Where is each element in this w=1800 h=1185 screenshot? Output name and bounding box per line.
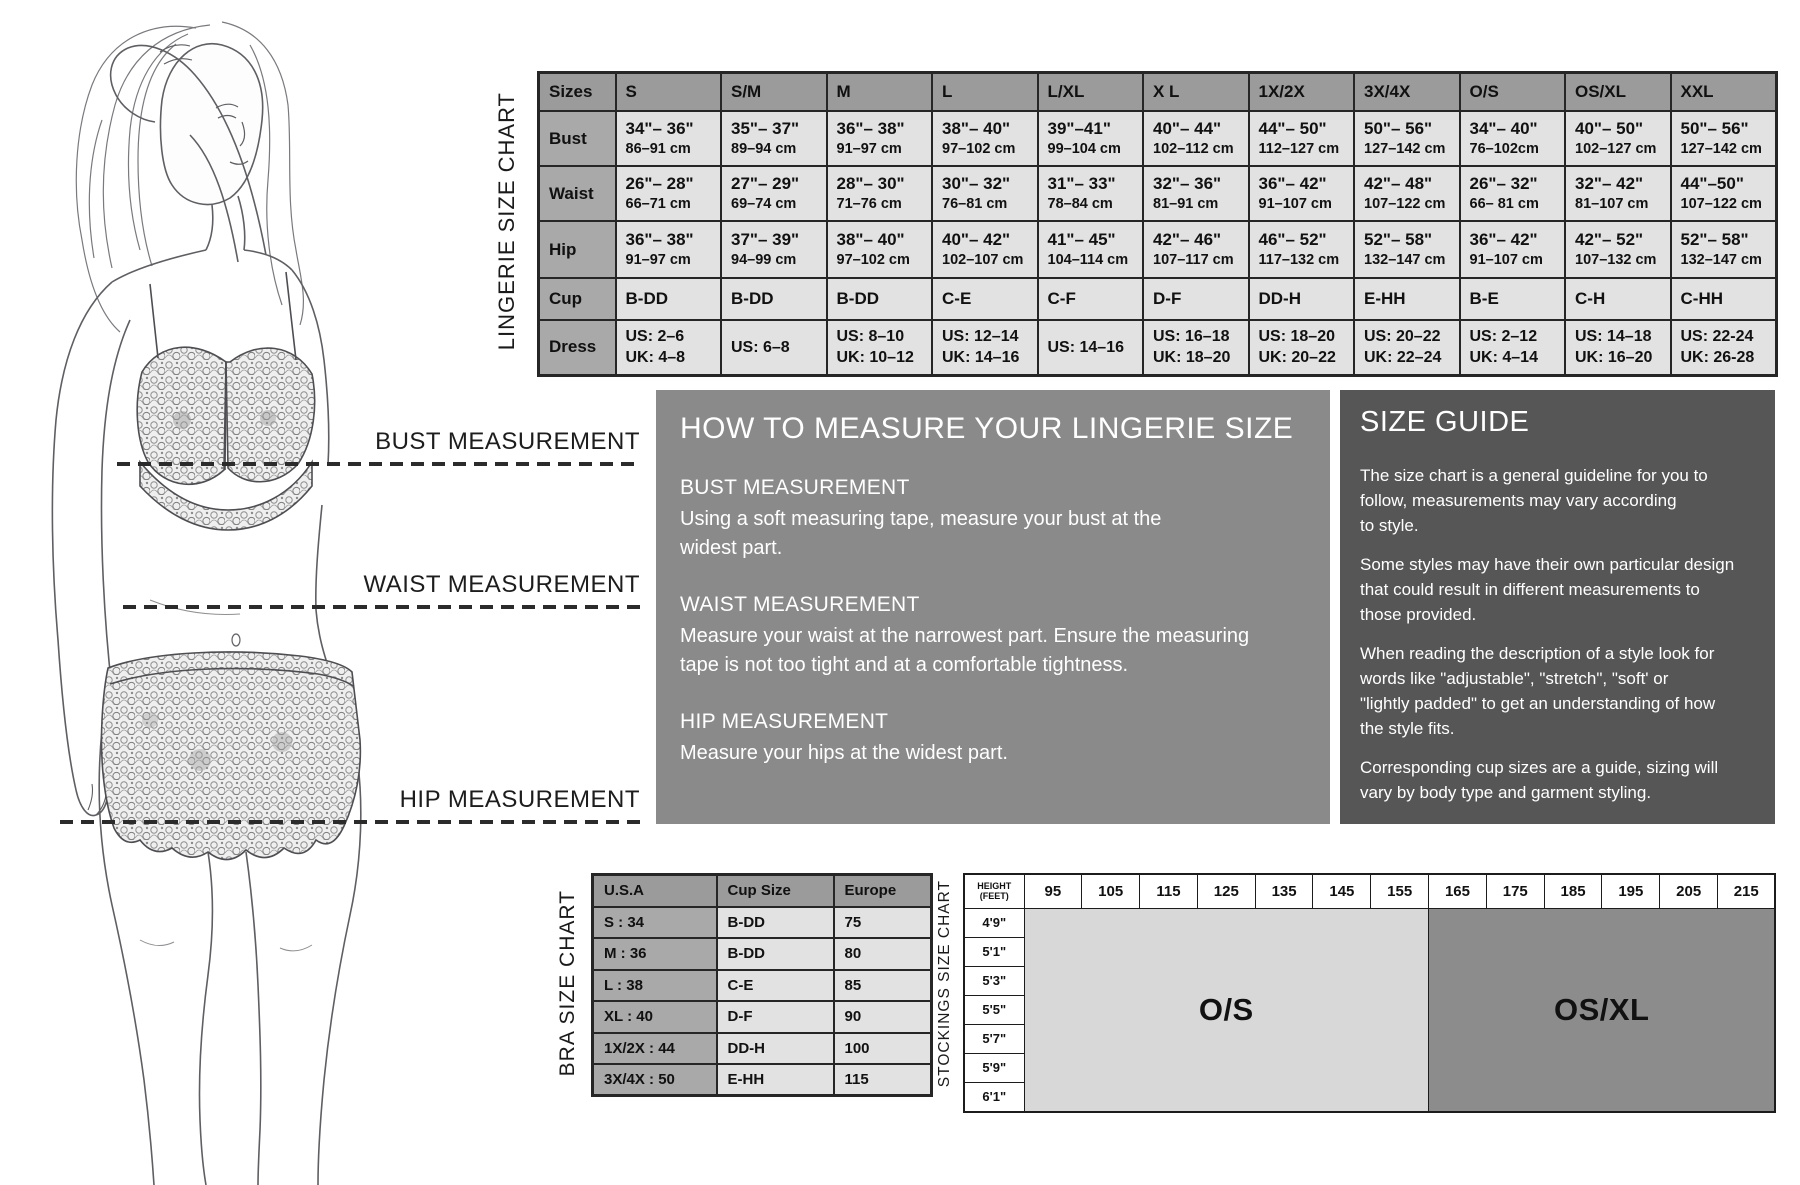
lingerie-size-header: O/S <box>1460 73 1566 112</box>
stockings-height-label: 5'3" <box>964 966 1024 995</box>
bra-table-cell: 90 <box>834 1001 932 1033</box>
lingerie-cell-cup: B-E <box>1460 278 1566 320</box>
lingerie-size-header: 3X/4X <box>1354 73 1460 112</box>
size-guide-panel <box>1340 390 1775 824</box>
lingerie-cell-waist: 31"– 33" 78–84 cm <box>1038 166 1144 221</box>
lingerie-cell-cup: DD-H <box>1249 278 1355 320</box>
bra-size-chart-side-label: BRA SIZE CHART <box>556 890 579 1077</box>
stockings-weight-header: 135 <box>1255 874 1313 908</box>
lingerie-size-header: L/XL <box>1038 73 1144 112</box>
stockings-height-label: 5'7" <box>964 1024 1024 1053</box>
lingerie-cell-bust: 50"– 56" 127–142 cm <box>1671 111 1777 166</box>
stockings-weight-header: 175 <box>1486 874 1544 908</box>
lingerie-cell-cup: C-F <box>1038 278 1144 320</box>
lingerie-cell-waist: 32"– 42" 81–107 cm <box>1565 166 1671 221</box>
lingerie-cell-cup: B-DD <box>827 278 933 320</box>
howto-section-body: Measure your waist at the narrowest part. Ensure the measuring tape is not too tight and at a comfortable tightness. <box>680 625 1250 676</box>
lingerie-cell-waist: 44"–50" 107–122 cm <box>1671 166 1777 221</box>
lingerie-cell-dress: US: 6–8 <box>721 320 827 375</box>
lingerie-size-header: M <box>827 73 933 112</box>
lingerie-cell-hip: 36"– 38" 91–97 cm <box>616 221 722 278</box>
bra-table-cell: 115 <box>834 1064 932 1096</box>
stockings-height-label: 4'9" <box>964 908 1024 937</box>
stockings-weight-header: 205 <box>1660 874 1718 908</box>
bra-table-cell: C-E <box>717 970 834 1002</box>
lingerie-cell-dress: US: 14–16 <box>1038 320 1144 375</box>
lingerie-row-label: Bust <box>539 111 616 166</box>
stockings-weight-header: 95 <box>1024 874 1082 908</box>
lingerie-cell-hip: 52"– 58" 132–147 cm <box>1671 221 1777 278</box>
bra-table-header: U.S.A <box>593 875 717 907</box>
bra-table-cell: M : 36 <box>593 938 717 970</box>
stockings-weight-header: 155 <box>1371 874 1429 908</box>
lingerie-cell-dress: US: 22-24 UK: 26-28 <box>1671 320 1777 375</box>
lingerie-cell-hip: 42"– 52" 107–132 cm <box>1565 221 1671 278</box>
stockings-weight-header: 185 <box>1544 874 1602 908</box>
bra-table-header: Cup Size <box>717 875 834 907</box>
lingerie-cell-cup: C-HH <box>1671 278 1777 320</box>
lingerie-cell-bust: 39"–41" 99–104 cm <box>1038 111 1144 166</box>
lace-shorts <box>102 652 361 860</box>
bra-table-cell: 1X/2X : 44 <box>593 1033 717 1065</box>
lingerie-cell-hip: 46"– 52" 117–132 cm <box>1249 221 1355 278</box>
stockings-weight-header: 105 <box>1082 874 1140 908</box>
bust-measurement-line <box>117 462 640 466</box>
howto-section-body: Measure your hips at the widest part. <box>680 742 1008 764</box>
lingerie-cell-bust: 44"– 50" 112–127 cm <box>1249 111 1355 166</box>
lingerie-row-label: Hip <box>539 221 616 278</box>
stockings-weight-header: 125 <box>1197 874 1255 908</box>
lingerie-cell-waist: 36"– 42" 91–107 cm <box>1249 166 1355 221</box>
howto-section <box>680 476 1306 563</box>
lingerie-corner-cell: Sizes <box>539 73 616 112</box>
lingerie-size-header: OS/XL <box>1565 73 1671 112</box>
lace-bra <box>137 272 314 530</box>
body-outline <box>52 44 360 1185</box>
lingerie-cell-dress: US: 2–6 UK: 4–8 <box>616 320 722 375</box>
lingerie-cell-cup: D-F <box>1143 278 1249 320</box>
lingerie-cell-bust: 50"– 56" 127–142 cm <box>1354 111 1460 166</box>
stockings-height-label: 5'5" <box>964 995 1024 1024</box>
lingerie-size-header: 1X/2X <box>1249 73 1355 112</box>
lingerie-size-header: X L <box>1143 73 1249 112</box>
lingerie-size-header: XXL <box>1671 73 1777 112</box>
lingerie-cell-dress: US: 12–14 UK: 14–16 <box>932 320 1038 375</box>
bra-table-cell: L : 38 <box>593 970 717 1002</box>
lingerie-cell-dress: US: 8–10 UK: 10–12 <box>827 320 933 375</box>
howto-section <box>680 710 1306 768</box>
lingerie-cell-hip: 40"– 42" 102–107 cm <box>932 221 1038 278</box>
lingerie-cell-waist: 26"– 32" 66– 81 cm <box>1460 166 1566 221</box>
lingerie-cell-bust: 38"– 40" 97–102 cm <box>932 111 1038 166</box>
size-guide-paragraph: Corresponding cup sizes are a guide, sizing will vary by body type and garment styling. <box>1360 758 1719 802</box>
bra-table-cell: DD-H <box>717 1033 834 1065</box>
lingerie-cell-dress: US: 20–22 UK: 22–24 <box>1354 320 1460 375</box>
lingerie-size-chart-side-label: LINGERIE SIZE CHART <box>494 91 519 351</box>
stockings-weight-header: 215 <box>1718 874 1776 908</box>
size-guide-paragraph: When reading the description of a style look for words like "adjustable", "stretch", "soft' or "lightly padded" to get an understanding of how the style fits. <box>1360 644 1716 738</box>
stockings-weight-header: 165 <box>1429 874 1487 908</box>
lingerie-cell-dress: US: 18–20 UK: 20–22 <box>1249 320 1355 375</box>
lingerie-row-label: Dress <box>539 320 616 375</box>
hip-measurement-line <box>60 820 640 824</box>
bust-measurement-label: BUST MEASUREMENT <box>375 428 640 455</box>
bra-table-cell: XL : 40 <box>593 1001 717 1033</box>
bra-table-cell: B-DD <box>717 907 834 939</box>
lingerie-cell-waist: 26"– 28" 66–71 cm <box>616 166 722 221</box>
lingerie-cell-cup: E-HH <box>1354 278 1460 320</box>
bra-table-cell: B-DD <box>717 938 834 970</box>
stockings-weight-header: 145 <box>1313 874 1371 908</box>
bra-table-cell: 75 <box>834 907 932 939</box>
lingerie-cell-hip: 37"– 39" 94–99 cm <box>721 221 827 278</box>
hip-measurement-label: HIP MEASUREMENT <box>399 786 640 813</box>
lingerie-cell-cup: C-E <box>932 278 1038 320</box>
bra-table-cell: 100 <box>834 1033 932 1065</box>
stockings-size-table <box>963 873 1776 1113</box>
stockings-height-label: 5'9" <box>964 1053 1024 1082</box>
bra-size-table <box>591 873 933 1097</box>
lingerie-cell-cup: B-DD <box>721 278 827 320</box>
lingerie-cell-bust: 40"– 44" 102–112 cm <box>1143 111 1249 166</box>
lingerie-cell-cup: B-DD <box>616 278 722 320</box>
waist-measurement-label: WAIST MEASUREMENT <box>363 571 640 598</box>
lingerie-cell-hip: 41"– 45" 104–114 cm <box>1038 221 1144 278</box>
lingerie-cell-hip: 42"– 46" 107–117 cm <box>1143 221 1249 278</box>
lingerie-size-table <box>537 71 1778 377</box>
size-guide-title: SIZE GUIDE <box>1360 406 1530 438</box>
howto-section <box>680 593 1306 680</box>
how-to-measure-title: HOW TO MEASURE YOUR LINGERIE SIZE <box>680 412 1294 445</box>
lingerie-cell-bust: 40"– 50" 102–127 cm <box>1565 111 1671 166</box>
howto-section-heading: WAIST MEASUREMENT <box>680 593 920 616</box>
bra-table-cell: 80 <box>834 938 932 970</box>
lingerie-cell-waist: 32"– 36" 81–91 cm <box>1143 166 1249 221</box>
lingerie-cell-bust: 36"– 38" 91–97 cm <box>827 111 933 166</box>
lingerie-size-header: S <box>616 73 722 112</box>
lingerie-cell-dress: US: 2–12 UK: 4–14 <box>1460 320 1566 375</box>
lingerie-cell-hip: 38"– 40" 97–102 cm <box>827 221 933 278</box>
stockings-weight-header: 195 <box>1602 874 1660 908</box>
lingerie-cell-dress: US: 14–18 UK: 16–20 <box>1565 320 1671 375</box>
bra-table-cell: S : 34 <box>593 907 717 939</box>
stockings-corner-line: (FEET) <box>979 891 1009 902</box>
lingerie-row-label: Waist <box>539 166 616 221</box>
lingerie-cell-cup: C-H <box>1565 278 1671 320</box>
lingerie-size-header: L <box>932 73 1038 112</box>
stockings-zone-os: O/S <box>1024 908 1429 1112</box>
howto-section-heading: BUST MEASUREMENT <box>680 476 910 499</box>
stockings-zone-osxl: OS/XL <box>1429 908 1776 1112</box>
lingerie-size-header: S/M <box>721 73 827 112</box>
bra-table-cell: 3X/4X : 50 <box>593 1064 717 1096</box>
size-guide-paragraph: Some styles may have their own particular design that could result in different measurements to those provided. <box>1360 555 1735 624</box>
waist-measurement-line <box>123 605 640 609</box>
lingerie-row-label: Cup <box>539 278 616 320</box>
lingerie-cell-dress: US: 16–18 UK: 18–20 <box>1143 320 1249 375</box>
bra-table-cell: E-HH <box>717 1064 834 1096</box>
stockings-size-chart-side-label: STOCKINGS SIZE CHART <box>936 879 953 1088</box>
stockings-height-label: 6'1" <box>964 1082 1024 1112</box>
lingerie-cell-waist: 42"– 48" 107–122 cm <box>1354 166 1460 221</box>
size-guide-paragraph: The size chart is a general guideline for you to follow, measurements may vary according to style. <box>1360 466 1708 535</box>
bra-table-header: Europe <box>834 875 932 907</box>
stockings-corner-line: HEIGHT <box>977 881 1012 892</box>
lingerie-cell-waist: 27"– 29" 69–74 cm <box>721 166 827 221</box>
stockings-height-label: 5'1" <box>964 937 1024 966</box>
lingerie-cell-bust: 34"– 40" 76–102cm <box>1460 111 1566 166</box>
lingerie-cell-waist: 30"– 32" 76–81 cm <box>932 166 1038 221</box>
stockings-corner-cell <box>964 874 1024 908</box>
lingerie-cell-waist: 28"– 30" 71–76 cm <box>827 166 933 221</box>
lingerie-cell-hip: 36"– 42" 91–107 cm <box>1460 221 1566 278</box>
how-to-measure-panel <box>656 390 1330 824</box>
bra-table-cell: 85 <box>834 970 932 1002</box>
howto-section-body: Using a soft measuring tape, measure your bust at the widest part. <box>680 508 1162 559</box>
bra-table-cell: D-F <box>717 1001 834 1033</box>
stockings-weight-header: 115 <box>1140 874 1198 908</box>
lingerie-cell-bust: 35"– 37" 89–94 cm <box>721 111 827 166</box>
howto-section-heading: HIP MEASUREMENT <box>680 710 889 733</box>
lingerie-cell-bust: 34"– 36" 86–91 cm <box>616 111 722 166</box>
lingerie-cell-hip: 52"– 58" 132–147 cm <box>1354 221 1460 278</box>
